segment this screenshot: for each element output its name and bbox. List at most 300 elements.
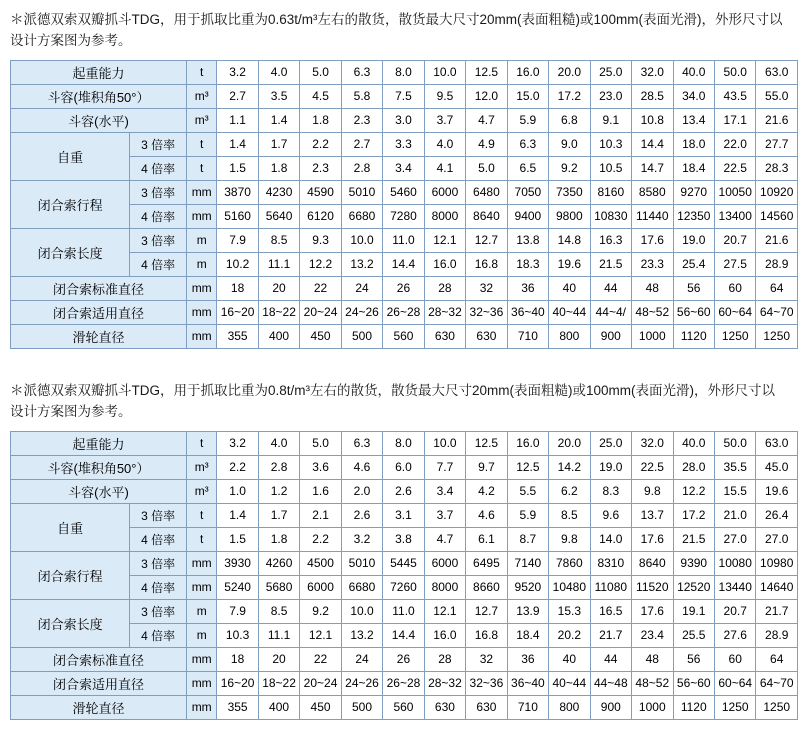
table-cell: 18.3 xyxy=(507,252,548,276)
table-cell: 6480 xyxy=(466,180,507,204)
table-cell: 8.5 xyxy=(258,228,299,252)
table-cell: 4.7 xyxy=(466,108,507,132)
table-cell: 24~26 xyxy=(341,300,382,324)
table-cell: 800 xyxy=(549,695,590,719)
table-cell: 1.8 xyxy=(258,527,299,551)
table-cell: 12.2 xyxy=(300,252,341,276)
table-cell: 7350 xyxy=(549,180,590,204)
table-cell: 5460 xyxy=(383,180,424,204)
table-cell: 56~60 xyxy=(673,671,714,695)
table-cell: 50.0 xyxy=(714,431,755,455)
table-row xyxy=(11,455,798,479)
table-cell: 8160 xyxy=(590,180,631,204)
table-cell: 12520 xyxy=(673,575,714,599)
table-cell: 48~52 xyxy=(632,671,673,695)
table-cell: 2.3 xyxy=(300,156,341,180)
table-cell: 23.3 xyxy=(632,252,673,276)
table-cell: 6.3 xyxy=(341,431,382,455)
table-cell: 20.0 xyxy=(549,60,590,84)
table-cell: 15.3 xyxy=(549,599,590,623)
section-spacer xyxy=(6,363,794,377)
table-cell: 16.5 xyxy=(590,599,631,623)
table-cell: 1000 xyxy=(632,324,673,348)
table-cell: 5010 xyxy=(341,180,382,204)
table-cell: 63.0 xyxy=(756,431,798,455)
table-cell: 17.6 xyxy=(632,228,673,252)
table-cell: 50.0 xyxy=(714,60,755,84)
table-cell: 17.6 xyxy=(632,527,673,551)
table-cell: 11520 xyxy=(632,575,673,599)
table-cell: 1120 xyxy=(673,324,714,348)
row-label: 闭合索标准直径 xyxy=(11,276,187,300)
table-cell: 19.0 xyxy=(590,455,631,479)
table-cell: 17.6 xyxy=(632,599,673,623)
table-cell: 14.4 xyxy=(383,623,424,647)
row-unit: m³ xyxy=(187,479,217,503)
table-cell: 1.8 xyxy=(258,156,299,180)
row-unit: mm xyxy=(187,324,217,348)
table-cell: 3.7 xyxy=(424,503,465,527)
table-cell: 710 xyxy=(507,324,548,348)
table-cell: 17.2 xyxy=(549,84,590,108)
table-cell: 13.7 xyxy=(632,503,673,527)
row-sublabel: 3 倍率 xyxy=(130,180,187,204)
table-cell: 12.5 xyxy=(507,455,548,479)
table-cell: 26 xyxy=(383,647,424,671)
table-row xyxy=(11,479,798,503)
table-cell: 60~64 xyxy=(714,300,755,324)
table-cell: 4230 xyxy=(258,180,299,204)
table-cell: 9.0 xyxy=(549,132,590,156)
table-cell: 18 xyxy=(217,647,258,671)
table-cell: 3.2 xyxy=(217,431,258,455)
table-cell: 32.0 xyxy=(632,60,673,84)
table-cell: 6000 xyxy=(424,180,465,204)
table-cell: 22 xyxy=(300,647,341,671)
table-cell: 55.0 xyxy=(756,84,798,108)
table-cell: 7050 xyxy=(507,180,548,204)
table-cell: 1250 xyxy=(756,324,798,348)
table-cell: 13400 xyxy=(714,204,755,228)
table-cell: 3.3 xyxy=(383,132,424,156)
table-cell: 1.2 xyxy=(258,479,299,503)
table-cell: 4.7 xyxy=(424,527,465,551)
table-row xyxy=(11,671,798,695)
row-unit: mm xyxy=(187,276,217,300)
table-cell: 6.2 xyxy=(549,479,590,503)
table-cell: 64 xyxy=(756,647,798,671)
table-cell: 34.0 xyxy=(673,84,714,108)
table-cell: 12.5 xyxy=(466,60,507,84)
table-cell: 19.6 xyxy=(756,479,798,503)
table-cell: 19.1 xyxy=(673,599,714,623)
row-unit: m xyxy=(187,599,217,623)
section-note-1: ＊派德双索双瓣抓斗TDG，用于抓取比重为0.63t/m³左右的散货，散货最大尺寸20mm(表面粗糙)或100mm(表面光滑)，外形尺寸以设计方案图为参考。 xyxy=(10,12,783,48)
table-cell: 64 xyxy=(756,276,798,300)
table-row xyxy=(11,300,798,324)
table-cell: 8000 xyxy=(424,204,465,228)
table-cell: 24~26 xyxy=(341,671,382,695)
table-cell: 16.8 xyxy=(466,252,507,276)
table-cell: 9400 xyxy=(507,204,548,228)
row-label: 闭合索行程 xyxy=(11,551,130,599)
table-cell: 26 xyxy=(383,276,424,300)
table-cell: 1.4 xyxy=(258,108,299,132)
table-cell: 2.8 xyxy=(341,156,382,180)
table-row xyxy=(11,599,798,623)
table-cell: 10.3 xyxy=(217,623,258,647)
table-cell: 2.6 xyxy=(341,503,382,527)
table-cell: 44~48 xyxy=(590,671,631,695)
table-cell: 9.3 xyxy=(300,228,341,252)
table-cell: 43.5 xyxy=(714,84,755,108)
table-cell: 28~32 xyxy=(424,300,465,324)
table-cell: 5240 xyxy=(217,575,258,599)
table-cell: 5160 xyxy=(217,204,258,228)
table-cell: 40~44 xyxy=(549,300,590,324)
table-cell: 28.5 xyxy=(632,84,673,108)
table-cell: 27.6 xyxy=(714,623,755,647)
table-cell: 10.2 xyxy=(217,252,258,276)
table-cell: 1.5 xyxy=(217,156,258,180)
table-cell: 10050 xyxy=(714,180,755,204)
table-row xyxy=(11,503,798,527)
table-cell: 1.7 xyxy=(258,503,299,527)
table-cell: 9.1 xyxy=(590,108,631,132)
table-cell: 21.6 xyxy=(756,228,798,252)
table-cell: 2.7 xyxy=(341,132,382,156)
row-sublabel: 4 倍率 xyxy=(130,575,187,599)
table-cell: 9.6 xyxy=(590,503,631,527)
spec-table-1-body xyxy=(11,60,798,348)
table-cell: 5010 xyxy=(341,551,382,575)
table-cell: 15.0 xyxy=(507,84,548,108)
table-cell: 3.4 xyxy=(424,479,465,503)
table-cell: 9.8 xyxy=(549,527,590,551)
table-cell: 19.0 xyxy=(673,228,714,252)
row-unit: mm xyxy=(187,204,217,228)
table-row xyxy=(11,647,798,671)
row-label: 闭合索适用直径 xyxy=(11,671,187,695)
row-label: 自重 xyxy=(11,132,130,180)
row-unit: t xyxy=(187,132,217,156)
table-row xyxy=(11,132,798,156)
table-cell: 16.0 xyxy=(507,60,548,84)
table-cell: 18.4 xyxy=(673,156,714,180)
row-unit: mm xyxy=(187,300,217,324)
table-cell: 36 xyxy=(507,647,548,671)
spec-table-2-body xyxy=(11,431,798,719)
table-cell: 20.7 xyxy=(714,228,755,252)
table-cell: 10980 xyxy=(756,551,798,575)
row-sublabel: 4 倍率 xyxy=(130,204,187,228)
table-cell: 10.0 xyxy=(341,599,382,623)
table-cell: 12.5 xyxy=(466,431,507,455)
table-cell: 5.5 xyxy=(507,479,548,503)
table-cell: 710 xyxy=(507,695,548,719)
table-cell: 4500 xyxy=(300,551,341,575)
row-unit: mm xyxy=(187,647,217,671)
table-cell: 6.1 xyxy=(466,527,507,551)
table-cell: 8660 xyxy=(466,575,507,599)
table-cell: 10480 xyxy=(549,575,590,599)
row-label: 闭合索标准直径 xyxy=(11,647,187,671)
table-cell: 13440 xyxy=(714,575,755,599)
table-cell: 22.5 xyxy=(632,455,673,479)
table-row xyxy=(11,60,798,84)
row-label: 斗容(水平) xyxy=(11,479,187,503)
row-sublabel: 4 倍率 xyxy=(130,623,187,647)
table-cell: 27.7 xyxy=(756,132,798,156)
table-cell: 40.0 xyxy=(673,60,714,84)
row-unit: t xyxy=(187,503,217,527)
table-cell: 355 xyxy=(217,695,258,719)
table-cell: 11.0 xyxy=(383,228,424,252)
table-cell: 28 xyxy=(424,647,465,671)
table-row xyxy=(11,276,798,300)
row-label: 斗容(堆积角50°） xyxy=(11,84,187,108)
table-row xyxy=(11,695,798,719)
table-cell: 3.5 xyxy=(258,84,299,108)
table-cell: 8.5 xyxy=(258,599,299,623)
table-cell: 36 xyxy=(507,276,548,300)
table-cell: 14.4 xyxy=(383,252,424,276)
row-unit: m³ xyxy=(187,84,217,108)
table-cell: 26~28 xyxy=(383,300,424,324)
table-cell: 8.5 xyxy=(549,503,590,527)
table-cell: 64~70 xyxy=(756,300,798,324)
table-cell: 17.2 xyxy=(673,503,714,527)
table-cell: 10.8 xyxy=(632,108,673,132)
table-cell: 25.0 xyxy=(590,60,631,84)
table-cell: 21.5 xyxy=(590,252,631,276)
table-cell: 10.3 xyxy=(590,132,631,156)
table-cell: 8640 xyxy=(466,204,507,228)
table-cell: 6680 xyxy=(341,575,382,599)
table-cell: 18~22 xyxy=(258,300,299,324)
table-cell: 12.2 xyxy=(673,479,714,503)
table-cell: 14.2 xyxy=(549,455,590,479)
table-cell: 11.1 xyxy=(258,623,299,647)
row-label: 斗容(水平) xyxy=(11,108,187,132)
table-cell: 4260 xyxy=(258,551,299,575)
table-cell: 24 xyxy=(341,647,382,671)
table-cell: 11.1 xyxy=(258,252,299,276)
table-cell: 6.3 xyxy=(341,60,382,84)
table-cell: 48 xyxy=(632,647,673,671)
table-cell: 25.5 xyxy=(673,623,714,647)
table-cell: 630 xyxy=(424,324,465,348)
table-cell: 16.0 xyxy=(507,431,548,455)
table-cell: 8310 xyxy=(590,551,631,575)
table-cell: 13.2 xyxy=(341,252,382,276)
table-cell: 6.5 xyxy=(507,156,548,180)
table-cell: 56 xyxy=(673,276,714,300)
table-cell: 16.3 xyxy=(590,228,631,252)
table-cell: 20 xyxy=(258,647,299,671)
table-cell: 10.5 xyxy=(590,156,631,180)
table-cell: 12.1 xyxy=(300,623,341,647)
table-cell: 40 xyxy=(549,647,590,671)
table-cell: 3.7 xyxy=(424,108,465,132)
table-row xyxy=(11,324,798,348)
table-cell: 21.6 xyxy=(756,108,798,132)
table-cell: 5.9 xyxy=(507,503,548,527)
table-cell: 9.7 xyxy=(466,455,507,479)
row-unit: mm xyxy=(187,671,217,695)
table-cell: 21.7 xyxy=(590,623,631,647)
table-cell: 26.4 xyxy=(756,503,798,527)
table-cell: 560 xyxy=(383,695,424,719)
table-cell: 40 xyxy=(549,276,590,300)
table-cell: 3.2 xyxy=(341,527,382,551)
table-cell: 14.8 xyxy=(549,228,590,252)
table-cell: 63.0 xyxy=(756,60,798,84)
table-cell: 28.0 xyxy=(673,455,714,479)
table-cell: 60~64 xyxy=(714,671,755,695)
table-cell: 6.8 xyxy=(549,108,590,132)
table-cell: 7280 xyxy=(383,204,424,228)
row-label: 滑轮直径 xyxy=(11,324,187,348)
table-cell: 60 xyxy=(714,276,755,300)
table-cell: 4.9 xyxy=(466,132,507,156)
table-cell: 9270 xyxy=(673,180,714,204)
table-cell: 18.4 xyxy=(507,623,548,647)
row-sublabel: 3 倍率 xyxy=(130,228,187,252)
table-cell: 12.0 xyxy=(466,84,507,108)
table-cell: 5680 xyxy=(258,575,299,599)
table-cell: 20 xyxy=(258,276,299,300)
table-row xyxy=(11,551,798,575)
table-row xyxy=(11,84,798,108)
table-cell: 11080 xyxy=(590,575,631,599)
row-unit: m³ xyxy=(187,108,217,132)
table-cell: 800 xyxy=(549,324,590,348)
table-cell: 16.0 xyxy=(424,252,465,276)
table-cell: 1120 xyxy=(673,695,714,719)
table-cell: 7.5 xyxy=(383,84,424,108)
table-cell: 21.5 xyxy=(673,527,714,551)
table-cell: 13.8 xyxy=(507,228,548,252)
table-cell: 27.0 xyxy=(756,527,798,551)
table-cell: 16~20 xyxy=(217,671,258,695)
table-cell: 32 xyxy=(466,647,507,671)
table-cell: 32.0 xyxy=(632,431,673,455)
table-cell: 8.0 xyxy=(383,60,424,84)
table-cell: 25.0 xyxy=(590,431,631,455)
table-cell: 6495 xyxy=(466,551,507,575)
table-cell: 7140 xyxy=(507,551,548,575)
table-cell: 14.7 xyxy=(632,156,673,180)
table-cell: 400 xyxy=(258,324,299,348)
table-cell: 5.9 xyxy=(507,108,548,132)
row-label: 闭合索行程 xyxy=(11,180,130,228)
table-cell: 60 xyxy=(714,647,755,671)
table-cell: 7.9 xyxy=(217,599,258,623)
row-sublabel: 3 倍率 xyxy=(130,503,187,527)
row-unit: m xyxy=(187,623,217,647)
table-cell: 1250 xyxy=(714,324,755,348)
table-row xyxy=(11,431,798,455)
table-cell: 44~4/ xyxy=(590,300,631,324)
table-cell: 4.0 xyxy=(258,431,299,455)
table-cell: 23.4 xyxy=(632,623,673,647)
row-unit: mm xyxy=(187,575,217,599)
row-unit: m xyxy=(187,228,217,252)
table-cell: 9.8 xyxy=(632,479,673,503)
table-cell: 2.3 xyxy=(341,108,382,132)
table-cell: 28.3 xyxy=(756,156,798,180)
table-cell: 56~60 xyxy=(673,300,714,324)
table-cell: 2.6 xyxy=(383,479,424,503)
table-cell: 8.7 xyxy=(507,527,548,551)
table-cell: 10.0 xyxy=(424,431,465,455)
table-cell: 630 xyxy=(466,324,507,348)
table-cell: 8.0 xyxy=(383,431,424,455)
table-cell: 3930 xyxy=(217,551,258,575)
row-label: 斗容(堆积角50°） xyxy=(11,455,187,479)
table-cell: 9520 xyxy=(507,575,548,599)
row-label: 自重 xyxy=(11,503,130,551)
row-sublabel: 3 倍率 xyxy=(130,132,187,156)
table-cell: 3870 xyxy=(217,180,258,204)
table-cell: 22.5 xyxy=(714,156,755,180)
table-cell: 450 xyxy=(300,324,341,348)
table-cell: 35.5 xyxy=(714,455,755,479)
table-cell: 1.4 xyxy=(217,132,258,156)
table-cell: 10920 xyxy=(756,180,798,204)
table-cell: 1.0 xyxy=(217,479,258,503)
table-cell: 28.9 xyxy=(756,252,798,276)
table-cell: 500 xyxy=(341,695,382,719)
table-cell: 5445 xyxy=(383,551,424,575)
table-cell: 9390 xyxy=(673,551,714,575)
table-cell: 630 xyxy=(424,695,465,719)
table-cell: 2.0 xyxy=(341,479,382,503)
table-cell: 13.2 xyxy=(341,623,382,647)
table-cell: 7.7 xyxy=(424,455,465,479)
table-cell: 7260 xyxy=(383,575,424,599)
table-cell: 45.0 xyxy=(756,455,798,479)
table-cell: 3.4 xyxy=(383,156,424,180)
table-cell: 40.0 xyxy=(673,431,714,455)
table-cell: 3.6 xyxy=(300,455,341,479)
table-cell: 1250 xyxy=(756,695,798,719)
table-cell: 7860 xyxy=(549,551,590,575)
table-cell: 4.0 xyxy=(258,60,299,84)
table-cell: 2.8 xyxy=(258,455,299,479)
row-label: 闭合索长度 xyxy=(11,228,130,276)
table-cell: 7.9 xyxy=(217,228,258,252)
row-label: 闭合索长度 xyxy=(11,599,130,647)
table-cell: 630 xyxy=(466,695,507,719)
table-cell: 28.9 xyxy=(756,623,798,647)
row-sublabel: 3 倍率 xyxy=(130,551,187,575)
table-cell: 12.7 xyxy=(466,228,507,252)
table-cell: 48~52 xyxy=(632,300,673,324)
table-cell: 5640 xyxy=(258,204,299,228)
row-sublabel: 4 倍率 xyxy=(130,527,187,551)
table-cell: 2.7 xyxy=(217,84,258,108)
table-cell: 44 xyxy=(590,276,631,300)
table-cell: 9.2 xyxy=(549,156,590,180)
table-cell: 16~20 xyxy=(217,300,258,324)
row-label: 起重能力 xyxy=(11,60,187,84)
table-cell: 6000 xyxy=(300,575,341,599)
table-cell: 500 xyxy=(341,324,382,348)
table-cell: 28 xyxy=(424,276,465,300)
table-cell: 18.0 xyxy=(673,132,714,156)
